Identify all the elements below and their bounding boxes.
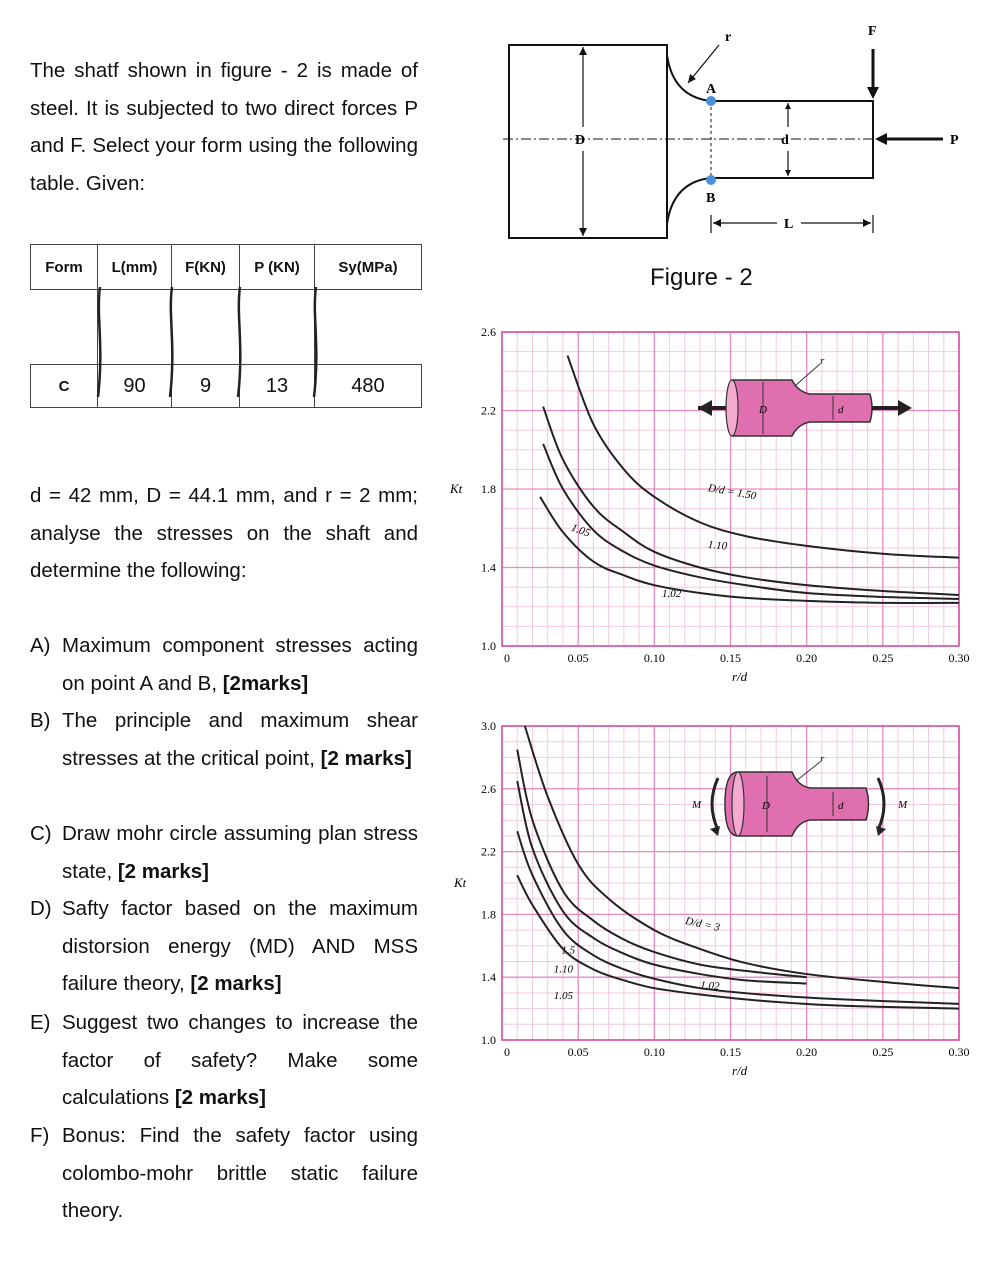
- series-label: 1.05: [553, 990, 574, 1003]
- x-tick-label: 0.20: [796, 1045, 818, 1059]
- kt-bending-chart: [440, 712, 992, 1084]
- y-tick-label: 1.8: [481, 907, 496, 922]
- series-line: [525, 726, 959, 988]
- intro-paragraph: The shatf shown in figure - 2 is made of steel. It is subjected to two direct forces P and F. Select your form using the following table. Given:: [30, 59, 418, 195]
- label-D: D: [575, 133, 586, 148]
- table-cell: C: [31, 365, 98, 408]
- series-line: [543, 444, 959, 599]
- label-B: B: [706, 191, 716, 206]
- question-e: [30, 1004, 418, 1117]
- question-text: Bonus: Find the safety factor using colombo-mohr brittle static failure theory.: [62, 1124, 418, 1222]
- label-F: F: [868, 24, 877, 39]
- question-label: F): [30, 1124, 50, 1147]
- series-label: 1.10: [553, 963, 574, 976]
- y-tick-label: 2.2: [481, 844, 496, 859]
- y-tick-label: 2.2: [481, 403, 496, 418]
- table-header: Sy(MPa): [315, 245, 422, 290]
- large-shaft-section: [509, 45, 667, 238]
- x-tick-label: 0.25: [872, 1045, 894, 1059]
- question-label: C): [30, 822, 52, 845]
- series-label: 1.10: [707, 538, 728, 553]
- x-tick-label: 0.30: [948, 1045, 970, 1059]
- question-marks: [2 marks]: [174, 1086, 266, 1109]
- x-tick-label: 0.05: [567, 651, 589, 665]
- x-tick-label: 0.15: [720, 1045, 741, 1059]
- series-line: [517, 831, 959, 1004]
- x-axis-label: r/d: [732, 1063, 748, 1078]
- question-text: Maximum component stresses acting on point A and B,: [62, 634, 418, 695]
- table-header-row: [31, 245, 422, 290]
- label-P: P: [950, 133, 959, 148]
- x-tick-label: 0: [504, 1045, 510, 1059]
- x-axis-label: r/d: [732, 669, 748, 684]
- inset-label-r: r: [820, 753, 825, 765]
- table-cell: 9: [172, 365, 240, 408]
- question-b: [30, 702, 418, 777]
- question-text: The principle and maximum shear stresses at the critical point,: [62, 709, 418, 770]
- table-cell: 480: [315, 365, 422, 408]
- inset-label-d: d: [838, 404, 844, 416]
- x-tick-label: 0.05: [567, 1045, 589, 1059]
- force-f-arrow: [867, 87, 879, 99]
- label-A: A: [706, 82, 717, 97]
- series-label: 1.02: [661, 587, 682, 600]
- label-d: d: [781, 133, 789, 148]
- question-text: Draw mohr circle assuming plan stress state,: [62, 822, 418, 883]
- question-label: D): [30, 897, 52, 920]
- question-f: [30, 1117, 418, 1230]
- table-header: Form: [31, 245, 98, 290]
- y-tick-label: 1.0: [481, 639, 496, 653]
- series-label: 1.5: [561, 944, 576, 957]
- point-a-marker: [706, 96, 716, 106]
- inset-label-M-left: M: [692, 799, 702, 811]
- force-p-arrow: [875, 133, 887, 145]
- x-tick-label: 0.20: [796, 651, 818, 665]
- question-d: [30, 890, 418, 1003]
- inset-label-D: D: [759, 404, 767, 416]
- table-header: F(KN): [172, 245, 240, 290]
- question-c: [30, 815, 418, 890]
- given-paragraph: d = 42 mm, D = 44.1 mm, and r = 2 mm; analyse the stresses on the shaft and determine the following:: [30, 484, 418, 582]
- table-cell: 90: [98, 365, 172, 408]
- series-label: 1.02: [699, 979, 720, 993]
- table-header: L(mm): [98, 245, 172, 290]
- small-shaft-section: [667, 45, 873, 238]
- question-label: E): [30, 1011, 51, 1034]
- point-b-marker: [706, 175, 716, 185]
- x-tick-label: 0.15: [720, 651, 741, 665]
- series-line: [517, 875, 959, 1008]
- handwritten-strokes: [30, 285, 422, 400]
- y-tick-label: 1.4: [481, 970, 496, 985]
- series-label: 1.05: [569, 521, 592, 540]
- y-tick-label: 1.8: [481, 482, 496, 496]
- question-label: A): [30, 634, 51, 657]
- y-tick-label: 1.4: [481, 560, 496, 575]
- y-tick-label: 2.6: [481, 325, 496, 339]
- question-text: Suggest two changes to increase the factor of safety? Make some calculations: [62, 1011, 418, 1109]
- x-tick-label: 0: [504, 651, 510, 665]
- series-label: D/d = 1.50: [707, 482, 758, 503]
- question-text: Safty factor based on the maximum distorsion energy (MD) AND MSS failure theory,: [62, 897, 418, 995]
- series-label: D/d = 3: [684, 915, 721, 935]
- x-tick-label: 0.30: [948, 651, 970, 665]
- y-axis-label: Kt: [454, 875, 467, 890]
- table-cell: 13: [240, 365, 315, 408]
- y-tick-label: 2.6: [481, 781, 496, 796]
- label-L: L: [784, 217, 794, 232]
- question-label: B): [30, 709, 51, 732]
- question-a: [30, 627, 418, 702]
- question-marks: [2 marks]: [320, 746, 412, 770]
- figure-caption: Figure - 2: [650, 264, 753, 291]
- question-marks: [2marks]: [222, 671, 309, 695]
- inset-label-r: r: [820, 355, 825, 367]
- inset-label-D: D: [762, 800, 770, 812]
- x-tick-label: 0.10: [643, 651, 665, 665]
- table-header: P (KN): [240, 245, 315, 290]
- inset-label-d: d: [838, 800, 844, 812]
- label-r: r: [725, 30, 732, 45]
- kt-tension-chart: [440, 318, 992, 690]
- question-marks: [2 marks]: [190, 972, 282, 995]
- shaft-diagram: [495, 15, 985, 250]
- x-tick-label: 0.10: [643, 1045, 665, 1059]
- inset-label-M-right: M: [898, 799, 908, 811]
- question-marks: [2 marks]: [117, 859, 210, 883]
- y-tick-label: 1.0: [481, 1033, 496, 1047]
- bending-inset: [691, 753, 908, 836]
- y-axis-label: Kt: [450, 481, 463, 496]
- x-tick-label: 0.25: [872, 651, 894, 665]
- y-tick-label: 3.0: [481, 719, 496, 733]
